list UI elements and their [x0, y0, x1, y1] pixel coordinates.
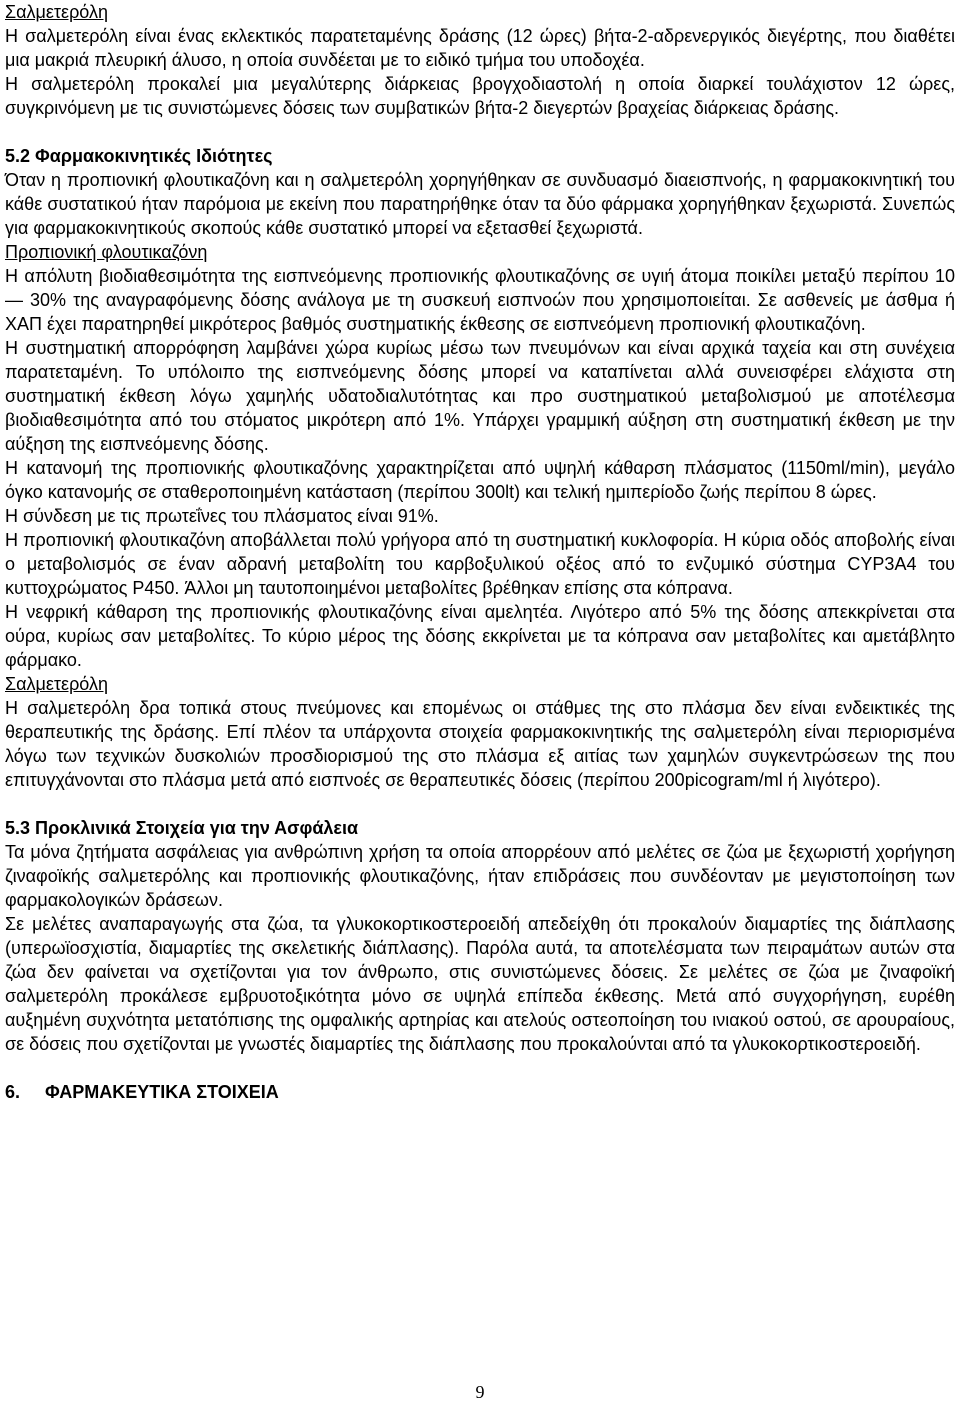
- subheading-fluticasone: Προπιονική φλουτικαζόνη: [5, 242, 208, 262]
- paragraph: Η νεφρική κάθαρση της προπιονικής φλουτικαζόνης είναι αμελητέα. Λιγότερο από 5% της δόσης απεκκρίνεται στα ούρα, κυρίως σαν μεταβολίτες. Το κύριο μέρος της δόσης εκκρίνεται με τα κόπρανα σαν μεταβολίτες και αμετάβλητο φάρμακο.: [5, 602, 955, 670]
- paragraph: Η προπιονική φλουτικαζόνη αποβάλλεται πολύ γρήγορα από τη συστηματική κυκλοφορία. Η κύρια οδός αποβολής είναι ο μεταβολισμός σε έναν αδρανή μεταβολίτη του καρβοξυλικού οξέος από το ενζυμικό σύστημα CYP3A4 του κυττοχρώματος P450. Άλλοι μη ταυτοποιημένοι μεταβολίτες βρέθηκαν επίσης στα κόπρανα.: [5, 530, 955, 598]
- paragraph: Η κατανομή της προπιονικής φλουτικαζόνης χαρακτηρίζεται από υψηλή κάθαρση πλάσματος (1150ml/min), μεγάλο όγκο κατανομής σε σταθεροποιημένη κατάσταση (περίπου 300lt) και τελική ημιπερίοδο ζωής περίπου 8 ώρες.: [5, 458, 955, 502]
- paragraph: Σε μελέτες αναπαραγωγής στα ζώα, τα γλυκοκορτικοστεροειδή απεδείχθη ότι προκαλούν διαμαρτίες της διάπλασης (υπερωϊοσχιστία, διαμαρτίες της σκελετικής διάπλασης). Παρόλα αυτά, τα αποτελέσματα των πειραμάτων αυτών στα ζώα δεν φαίνεται να σχετίζονται για τον άνθρωπο, στις συνιστώμενες δόσεις. Σε μελέτες σε ζώα με ζιναφοϊκή σαλμετερόλη προκάλεσε εμβρυοτοξικότητα μόνο σε υψηλά επίπεδα έκθεσης. Μετά από συγχορήγηση, ευρέθη αυξημένη συχνότητα μετατόπισης της ομφαλικής αρτηρίας και ατελούς οστεοποίηση του ινιακού οστού, σε αρουραίους, σε δόσεις που σχετίζονται με γνωστές διαμαρτίες της διάπλασης που προκαλούνται από τα γλυκοκορτικοστεροειδή.: [5, 914, 955, 1054]
- subheading-salmeterol-2: Σαλμετερόλη: [5, 674, 108, 694]
- section-heading-5-3: 5.3 Προκλινικά Στοιχεία για την Ασφάλεια: [5, 818, 359, 838]
- section-heading-5-2: 5.2 Φαρμακοκινητικές Ιδιότητες: [5, 146, 273, 166]
- section-title: ΦΑΡΜΑΚΕΥΤΙΚΑ ΣΤΟΙΧΕΙΑ: [45, 1082, 279, 1102]
- section-heading-6: [5, 1080, 955, 1104]
- paragraph: Τα μόνα ζητήματα ασφάλειας για ανθρώπινη χρήση τα οποία απορρέουν από μελέτες σε ζώα με ξεχωριστή χορήγηση ζιναφοϊκής σαλμετερόλης και προπιονικής φλουτικαζόνης, ήταν επιδράσεις που συνδέονταν με μεγιστοποίηση των φαρμακολογικών δράσεων.: [5, 842, 955, 910]
- page-number: 9: [475, 1382, 485, 1402]
- section-number: 6.: [5, 1082, 21, 1102]
- paragraph: Η σαλμετερόλη είναι ένας εκλεκτικός παρατεταμένης δράσης (12 ώρες) βήτα-2-αδρενεργικός διεγέρτης, που διαθέτει μια μακριά πλευρική άλυσο, η οποία συνδέεται με το ειδικό τμήμα του υποδοχέα.: [5, 26, 955, 70]
- spacer: [5, 1056, 955, 1080]
- paragraph: Η σαλμετερόλη προκαλεί μια μεγαλύτερης διάρκειας βρογχοδιαστολή η οποία διαρκεί τουλάχιστον 12 ώρες, συγκρινόμενη με τις συνιστώμενες δόσεις των συμβατικών βήτα-2 διεγερτών βραχείας διάρκειας δράσης.: [5, 74, 955, 118]
- subheading-salmeterol: Σαλμετερόλη: [5, 2, 108, 22]
- document-page: [5, 0, 955, 1104]
- spacer: [5, 792, 955, 816]
- paragraph: Η σαλμετερόλη δρα τοπικά στους πνεύμονες και επομένως οι στάθμες της στο πλάσμα δεν είναι ενδεικτικές της θεραπευτικής της δράσης. Επί πλέον τα υπάρχοντα στοιχεία φαρμακοκινητικής της σαλμετερόλη είναι περιορισμένα λόγω των τεχνικών δυσκολιών προσδιορισμού της στο πλάσμα εξ αιτίας των χαμηλών συγκεντρώσεων της που επιτυγχάνονται στο πλάσμα μετά από εισπνοές σε θεραπευτικές δόσεις (περίπου 200picogram/ml ή λιγότερο).: [5, 698, 955, 790]
- spacer: [5, 120, 955, 144]
- paragraph: Όταν η προπιονική φλουτικαζόνη και η σαλμετερόλη χορηγήθηκαν σε συνδυασμό διαεισπνοής, η φαρμακοκινητική του κάθε συστατικού ήταν παρόμοια με εκείνη που παρατηρήθηκε όταν τα δύο φάρμακα χορηγήθηκαν ξεχωριστά. Συνεπώς για φαρμακοκινητικούς σκοπούς κάθε συστατικό μπορεί να εξετασθεί ξεχωριστά.: [5, 170, 955, 238]
- paragraph: Η απόλυτη βιοδιαθεσιμότητα της εισπνεόμενης προπιονικής φλουτικαζόνης σε υγιή άτομα ποικίλει μεταξύ περίπου 10 — 30% της αναγραφόμενης δόσης ανάλογα με τη συσκευή εισπνοών που χρησιμοποιείται. Σε ασθενείς με άσθμα ή ΧΑΠ έχει παρατηρηθεί μικρότερος βαθμός συστηματικής έκθεσης σε εισπνεόμενη προπιονική φλουτικαζόνη.: [5, 266, 955, 334]
- paragraph: Η συστηματική απορρόφηση λαμβάνει χώρα κυρίως μέσω των πνευμόνων και είναι αρχικά ταχεία και στη συνέχεια παρατεταμένη. Το υπόλοιπο της εισπνεόμενης δόσης μπορεί να καταπίνεται αλλά συνεισφέρει ελάχιστα στη συστηματική έκθεση λόγω χαμηλής υδατοδιαλυτότητας και προ συστηματικού μεταβολισμού με αποτέλεσμα βιοδιαθεσιμότητα από του στόματος μικρότερη από 1%. Υπάρχει γραμμική αύξηση στη συστηματική έκθεση με την αύξηση της εισπνεόμενης δόσης.: [5, 338, 955, 454]
- paragraph: Η σύνδεση με τις πρωτεΐνες του πλάσματος είναι 91%.: [5, 506, 439, 526]
